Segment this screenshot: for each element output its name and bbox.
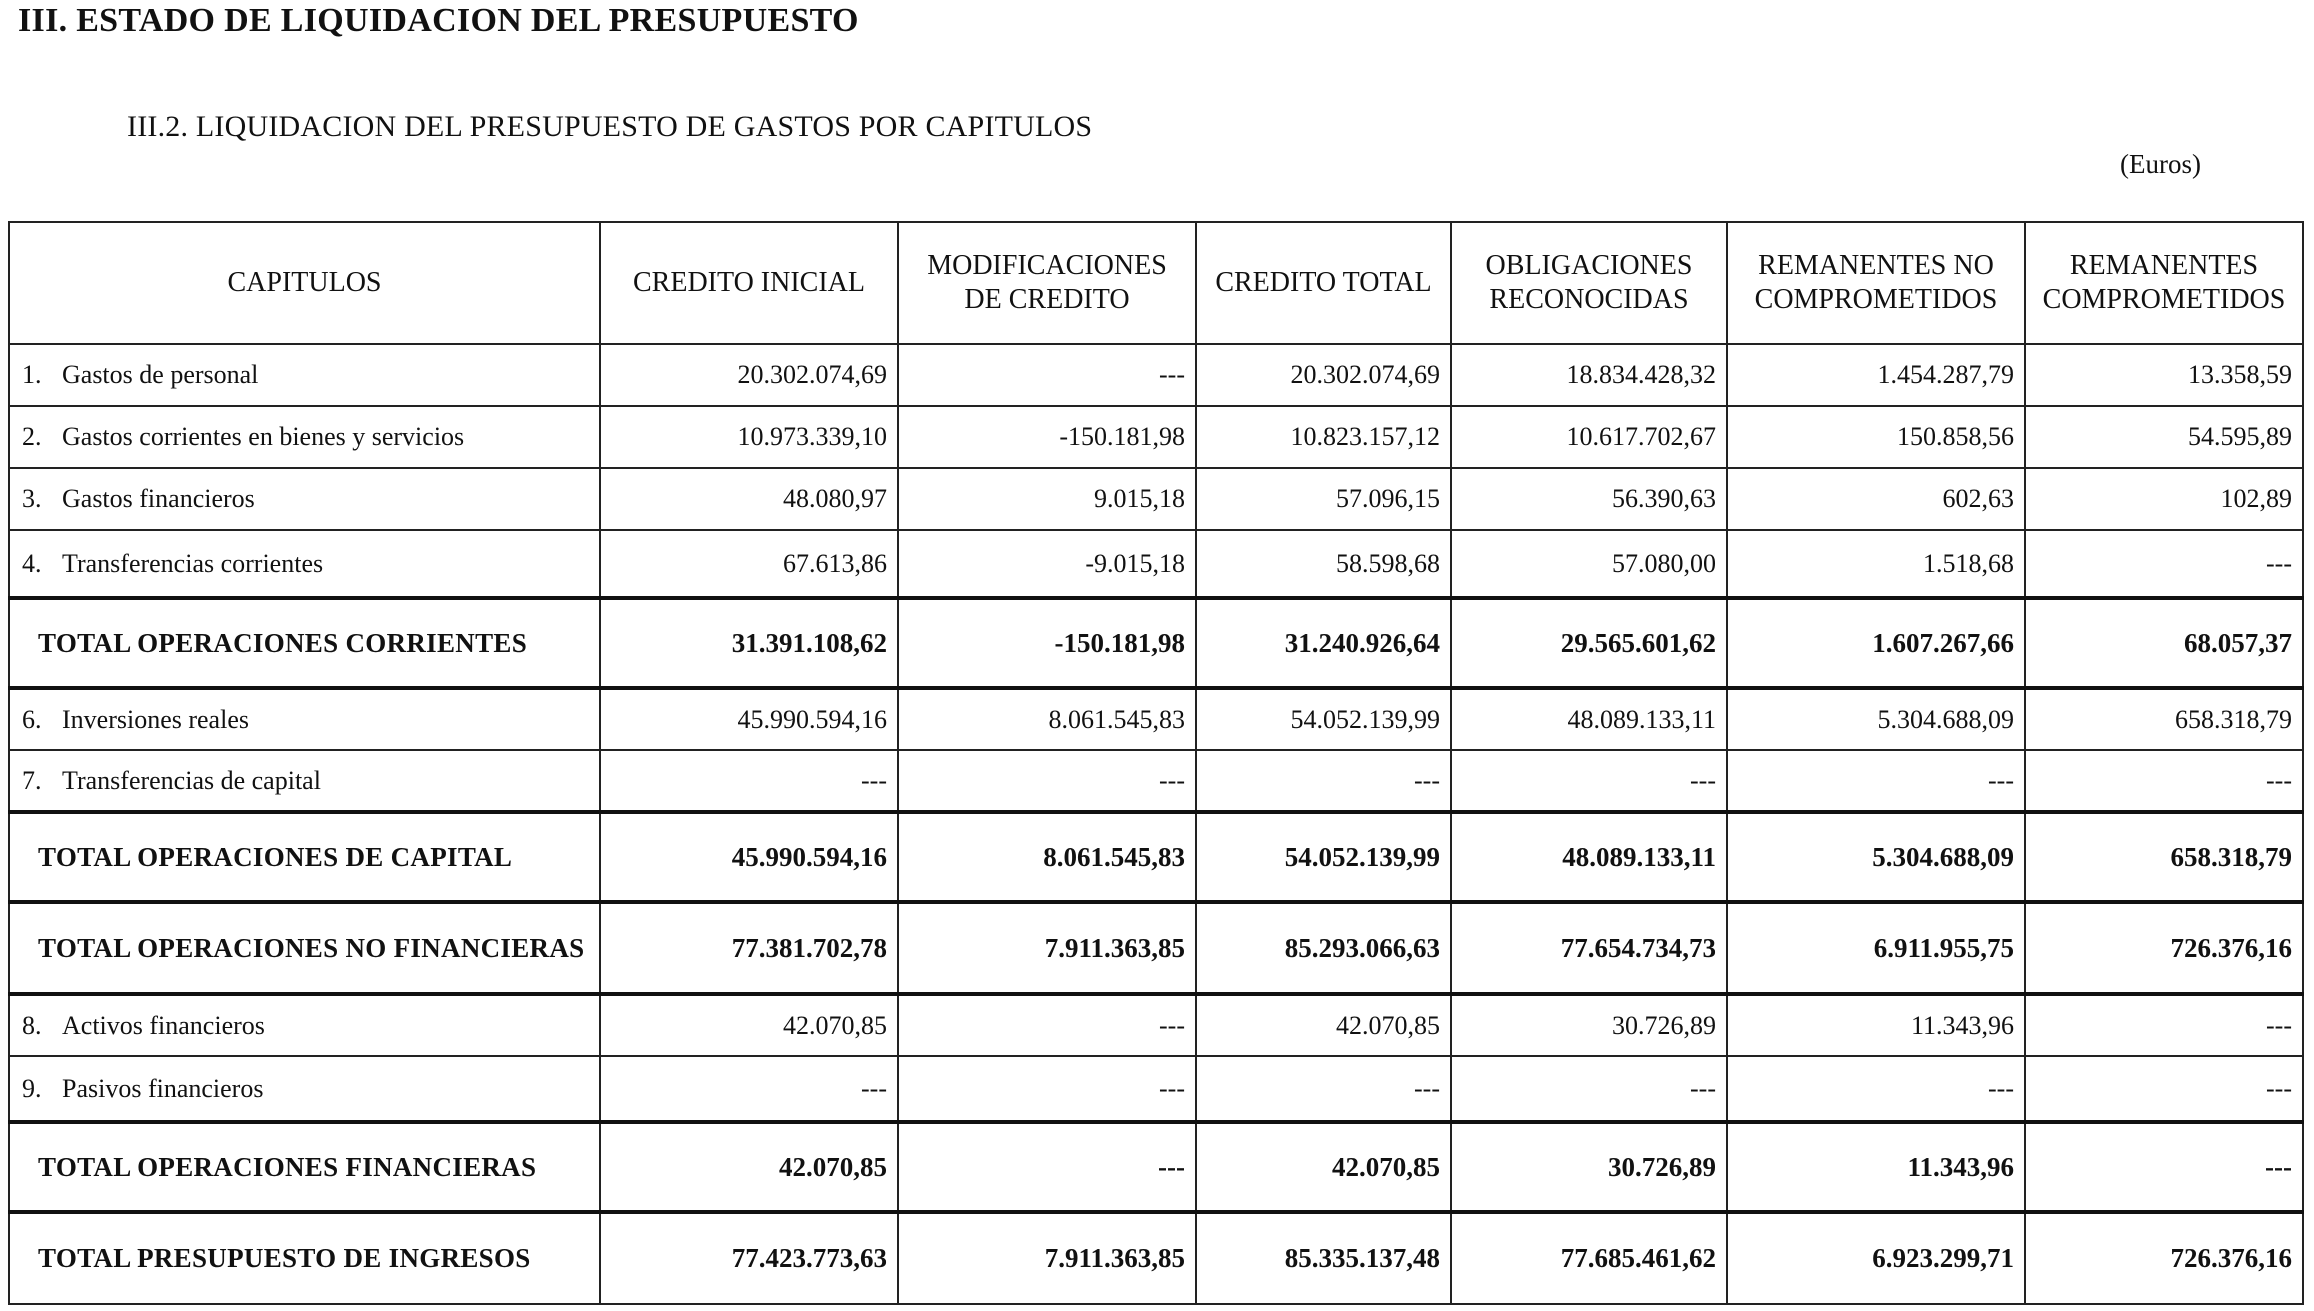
cell-value: 150.858,56 — [1727, 406, 2025, 468]
row-label-text: TOTAL OPERACIONES FINANCIERAS — [38, 1151, 537, 1182]
row-label — [9, 750, 600, 812]
cell-value: 11.343,96 — [1727, 994, 2025, 1056]
column-header-capitulos: CAPITULOS — [9, 222, 600, 344]
row-label — [9, 1212, 600, 1304]
table-row — [9, 994, 2303, 1056]
cell-value: 29.565.601,62 — [1451, 598, 1727, 688]
cell-value: 54.052.139,99 — [1196, 812, 1451, 902]
table-row — [9, 1056, 2303, 1122]
row-label-text: TOTAL OPERACIONES CORRIENTES — [38, 627, 528, 658]
cell-value: --- — [1451, 1056, 1727, 1122]
cell-value: -150.181,98 — [898, 406, 1196, 468]
cell-value: 54.052.139,99 — [1196, 688, 1451, 750]
row-label — [9, 468, 600, 530]
row-code: 4. — [22, 548, 42, 578]
row-code: 1. — [22, 360, 42, 389]
cell-value: --- — [2025, 1056, 2303, 1122]
row-label-text: Transferencias de capital — [62, 765, 321, 795]
row-label-text: Gastos de personal — [62, 360, 259, 389]
cell-value: 6.923.299,71 — [1727, 1212, 2025, 1304]
cell-value: 726.376,16 — [2025, 902, 2303, 994]
cell-value: --- — [600, 1056, 898, 1122]
cell-value: --- — [2025, 530, 2303, 598]
column-header-remanentes-no-comprometidos: REMANENTES NO COMPROMETIDOS — [1727, 222, 2025, 344]
column-header-obligaciones: OBLIGACIONES RECONOCIDAS — [1451, 222, 1727, 344]
cell-value: 602,63 — [1727, 468, 2025, 530]
cell-value: 726.376,16 — [2025, 1212, 2303, 1304]
cell-value: 31.391.108,62 — [600, 598, 898, 688]
row-code: 7. — [22, 765, 42, 795]
cell-value: 68.057,37 — [2025, 598, 2303, 688]
table-total-row — [9, 1212, 2303, 1304]
table-row — [9, 750, 2303, 812]
row-label — [9, 994, 600, 1056]
cell-value: 10.973.339,10 — [600, 406, 898, 468]
cell-value: 77.423.773,63 — [600, 1212, 898, 1304]
cell-value: 7.911.363,85 — [898, 902, 1196, 994]
cell-value: --- — [898, 344, 1196, 406]
cell-value: 6.911.955,75 — [1727, 902, 2025, 994]
cell-value: 57.096,15 — [1196, 468, 1451, 530]
cell-value: 1.454.287,79 — [1727, 344, 2025, 406]
row-label — [9, 344, 600, 406]
cell-value: 56.390,63 — [1451, 468, 1727, 530]
cell-value: 8.061.545,83 — [898, 688, 1196, 750]
cell-value: 58.598,68 — [1196, 530, 1451, 598]
cell-value: 67.613,86 — [600, 530, 898, 598]
row-code: 3. — [22, 484, 42, 513]
row-label — [9, 598, 600, 688]
cell-value: 10.823.157,12 — [1196, 406, 1451, 468]
table-row — [9, 406, 2303, 468]
cell-value: -9.015,18 — [898, 530, 1196, 598]
subsection-title: III.2. LIQUIDACION DEL PRESUPUESTO DE GASTOS POR CAPITULOS — [127, 110, 1093, 143]
cell-value: 85.335.137,48 — [1196, 1212, 1451, 1304]
row-code: 8. — [22, 1010, 42, 1040]
row-label-text: TOTAL PRESUPUESTO DE INGRESOS — [38, 1243, 531, 1273]
cell-value: 48.089.133,11 — [1451, 688, 1727, 750]
cell-value: 10.617.702,67 — [1451, 406, 1727, 468]
cell-value: 57.080,00 — [1451, 530, 1727, 598]
row-code: 2. — [22, 422, 42, 451]
row-label-text: Gastos corrientes en bienes y servicios — [62, 422, 465, 451]
cell-value: --- — [2025, 1122, 2303, 1212]
cell-value: 9.015,18 — [898, 468, 1196, 530]
cell-value: 18.834.428,32 — [1451, 344, 1727, 406]
cell-value: 8.061.545,83 — [898, 812, 1196, 902]
row-label-text: Transferencias corrientes — [62, 548, 324, 578]
cell-value: 77.654.734,73 — [1451, 902, 1727, 994]
cell-value: --- — [600, 750, 898, 812]
cell-value: 11.343,96 — [1727, 1122, 2025, 1212]
cell-value: 5.304.688,09 — [1727, 688, 2025, 750]
budget-table — [8, 221, 2304, 1305]
column-header-modificaciones: MODIFICACIONES DE CREDITO — [898, 222, 1196, 344]
cell-value: --- — [898, 1122, 1196, 1212]
cell-value: --- — [1727, 1056, 2025, 1122]
cell-value: 1.518,68 — [1727, 530, 2025, 598]
cell-value: 85.293.066,63 — [1196, 902, 1451, 994]
cell-value: 5.304.688,09 — [1727, 812, 2025, 902]
cell-value: 45.990.594,16 — [600, 812, 898, 902]
table-total-row — [9, 1122, 2303, 1212]
row-label-text: TOTAL OPERACIONES DE CAPITAL — [38, 841, 513, 872]
row-code: 6. — [22, 704, 42, 734]
cell-value: --- — [898, 994, 1196, 1056]
cell-value: 48.080,97 — [600, 468, 898, 530]
row-label — [9, 1056, 600, 1122]
cell-value: 30.726,89 — [1451, 1122, 1727, 1212]
cell-value: 42.070,85 — [1196, 1122, 1451, 1212]
cell-value: 1.607.267,66 — [1727, 598, 2025, 688]
cell-value: 13.358,59 — [2025, 344, 2303, 406]
cell-value: --- — [898, 750, 1196, 812]
row-label-text: Gastos financieros — [62, 484, 255, 513]
cell-value: 45.990.594,16 — [600, 688, 898, 750]
row-label — [9, 1122, 600, 1212]
table-total-row — [9, 812, 2303, 902]
column-header-credito-inicial: CREDITO INICIAL — [600, 222, 898, 344]
row-label-text: TOTAL OPERACIONES NO FINANCIERAS — [38, 932, 585, 963]
cell-value: 31.240.926,64 — [1196, 598, 1451, 688]
table-row — [9, 530, 2303, 598]
cell-value: --- — [1196, 1056, 1451, 1122]
units-label: (Euros) — [2120, 149, 2201, 179]
cell-value: --- — [2025, 750, 2303, 812]
cell-value: 54.595,89 — [2025, 406, 2303, 468]
cell-value: -150.181,98 — [898, 598, 1196, 688]
row-label — [9, 902, 600, 994]
table-total-row — [9, 902, 2303, 994]
row-label — [9, 406, 600, 468]
cell-value: 658.318,79 — [2025, 812, 2303, 902]
cell-value: 20.302.074,69 — [600, 344, 898, 406]
table-header-row — [9, 222, 2303, 344]
cell-value: 42.070,85 — [600, 994, 898, 1056]
cell-value: 7.911.363,85 — [898, 1212, 1196, 1304]
row-label — [9, 688, 600, 750]
cell-value: --- — [2025, 994, 2303, 1056]
cell-value: --- — [898, 1056, 1196, 1122]
cell-value: 48.089.133,11 — [1451, 812, 1727, 902]
cell-value: 102,89 — [2025, 468, 2303, 530]
column-header-credito-total: CREDITO TOTAL — [1196, 222, 1451, 344]
row-label-text: Pasivos financieros — [62, 1073, 264, 1103]
row-code: 9. — [22, 1073, 42, 1103]
column-header-remanentes-comprometidos: REMANENTES COMPROMETIDOS — [2025, 222, 2303, 344]
table-total-row — [9, 598, 2303, 688]
row-label — [9, 812, 600, 902]
row-label-text: Inversiones reales — [62, 704, 249, 734]
table-body — [9, 344, 2303, 1304]
table-row — [9, 344, 2303, 406]
cell-value: 30.726,89 — [1451, 994, 1727, 1056]
table-row — [9, 688, 2303, 750]
table-row — [9, 468, 2303, 530]
row-label — [9, 530, 600, 598]
cell-value: 42.070,85 — [600, 1122, 898, 1212]
cell-value: --- — [1451, 750, 1727, 812]
cell-value: 77.381.702,78 — [600, 902, 898, 994]
cell-value: --- — [1727, 750, 2025, 812]
cell-value: 42.070,85 — [1196, 994, 1451, 1056]
cell-value: 77.685.461,62 — [1451, 1212, 1727, 1304]
row-label-text: Activos financieros — [62, 1010, 265, 1040]
section-title: III. ESTADO DE LIQUIDACION DEL PRESUPUESTO — [18, 2, 859, 39]
cell-value: 658.318,79 — [2025, 688, 2303, 750]
cell-value: --- — [1196, 750, 1451, 812]
cell-value: 20.302.074,69 — [1196, 344, 1451, 406]
